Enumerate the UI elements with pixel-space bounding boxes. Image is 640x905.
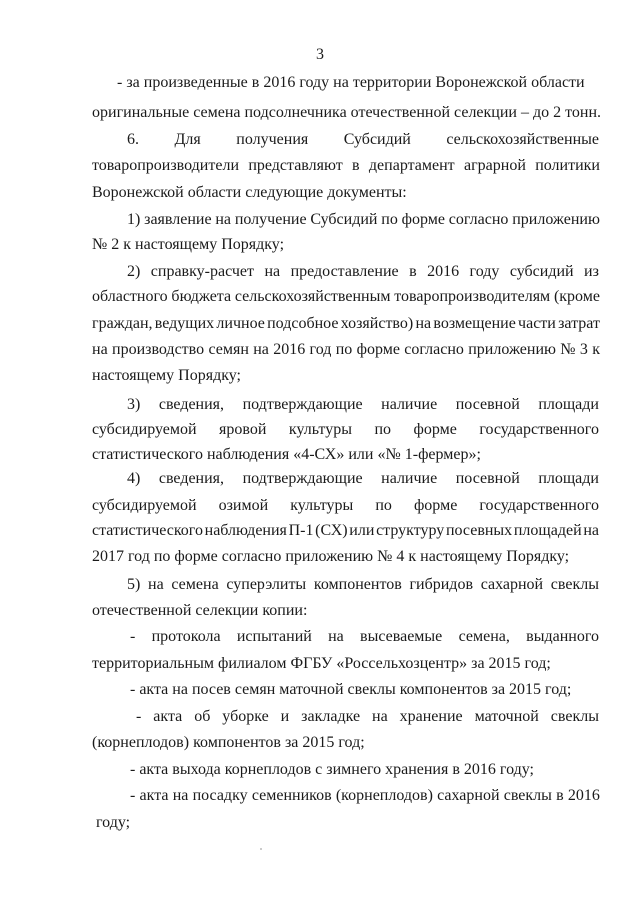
word: посевной [455,470,520,487]
word: субсидий [509,263,574,280]
word: культуры [288,421,352,438]
word: 4) [127,470,141,487]
word: семенников [251,787,332,804]
sub-item-line [130,627,599,647]
word: на [328,628,344,645]
word: 1) [127,211,141,228]
word: посевных [445,522,513,539]
text-line: статистического наблюдения «4-СХ» или «№ 1-фермер»; [92,446,481,463]
text-line [92,287,600,307]
text-line: году; [96,814,131,831]
word: производство [112,341,205,358]
sub-item-line [136,707,599,727]
word: акта [153,708,183,725]
word: на [253,341,269,358]
list-item-5-line [127,575,599,595]
word: областного [92,288,168,305]
word: приложению [512,211,600,228]
word: 2016 [567,787,600,804]
word: году [469,263,500,280]
word: испытаний [236,628,312,645]
word: (корнеплодов) [335,787,433,804]
word: гибридов [409,576,473,593]
word: аграрной [463,157,526,174]
word: площади [538,396,599,413]
word: подтверждающие [242,470,363,487]
word: приложению [468,341,556,358]
word: департамент [368,157,455,174]
word: справку-расчет [150,263,254,280]
word: на [215,211,232,228]
word: наблюдения [204,522,287,539]
text-line [92,420,599,440]
word: в [556,787,564,804]
word: компонентов [313,576,402,593]
word: свеклы [550,708,599,725]
word: посадку [192,787,248,804]
word: Субсидий [310,211,378,228]
word: в [409,263,417,280]
word: и [280,708,290,725]
word: Субсидий [343,131,411,148]
word: по [335,341,353,358]
word: субсидируемой [92,421,197,438]
word: протокола [151,628,221,645]
word: сахарной [480,576,544,593]
paragraph-6-first-line [127,130,599,150]
word: ведущих [154,315,215,332]
word: П-1 [288,522,314,539]
scan-speck [260,848,262,850]
word: семена [171,576,219,593]
word: на [264,263,281,280]
word: об [194,708,211,725]
word: - [136,708,142,725]
text-line: отечественной селекции копии: [92,602,308,619]
word: (кроме [553,288,600,305]
word: яровой [219,421,267,438]
word: сельскохозяйственные [446,131,599,148]
word: хозяйство) [340,315,414,332]
word: на [172,787,189,804]
word: семена, [458,628,510,645]
text-line: Воронежской области следующие документы: [92,184,407,201]
word: структуру [376,522,445,539]
word: выданного [526,628,599,645]
word: (СХ) [315,522,348,539]
word: на [148,576,164,593]
word: статистического [92,522,203,539]
text-line: - за произведенные в 2016 году на территории Воронежской области [117,74,585,91]
word: посевной [455,396,520,413]
word: Для [174,131,201,148]
word: семян [208,341,249,358]
word: на [583,522,599,539]
word: возмещение [433,315,516,332]
word: заявление [144,211,212,228]
word: представляют [248,157,343,174]
word: или [349,522,375,539]
word: сведения, [158,396,225,413]
word: получения [236,131,309,148]
word: акта [139,787,169,804]
word: на [92,341,108,358]
word: закладке [301,708,361,725]
word: подсобное [267,315,339,332]
word: сведения, [158,470,225,487]
word: получение [234,211,307,228]
word: площади [538,470,599,487]
word: затрат [558,315,600,332]
word: политики [535,157,600,174]
word: сахарной [437,787,500,804]
text-line: № 2 к настоящему Порядку; [92,236,285,253]
word: на [372,708,388,725]
word: личное [216,315,265,332]
text-line [92,314,600,334]
word: государственного [479,497,599,514]
text-line: настоящему Порядку; [92,367,241,384]
text-line: 2017 год по форме согласно приложению № 4 к настоящему Порядку; [92,548,570,565]
word: по [381,211,398,228]
word: 5) [127,576,141,593]
word: наличие [381,396,438,413]
word: граждан, [92,315,153,332]
word: предоставление [290,263,399,280]
word: форме [356,341,400,358]
word: год [309,341,332,358]
text-line: (корнеплодов) компонентов за 2015 год; [92,734,365,751]
text-line: оригинальные семена подсолнечника отечественной селекции – до 2 тонн. [92,104,602,121]
word: части [518,315,556,332]
word: высеваемые [360,628,443,645]
word: согласно [448,211,509,228]
word: сельскохозяйственным [234,288,391,305]
word: форме [413,421,457,438]
text-line [92,496,599,516]
word: к [592,341,600,358]
word: - [130,787,136,804]
list-item-4-line [127,469,599,489]
list-item-2-line [127,262,599,282]
word: суперэлиты [226,576,307,593]
list-item-1-line [127,210,600,230]
word: - [130,628,136,645]
word: форме [413,497,458,514]
word: свеклы [550,576,599,593]
word: 2) [127,263,141,280]
list-item-3-line [127,395,599,415]
word: из [584,263,599,280]
word: 6. [127,131,139,148]
word: площадей [513,522,582,539]
word: хранение [399,708,463,725]
word: уборке [222,708,269,725]
word: свеклы [503,787,552,804]
word: наличие [381,470,438,487]
word: в [352,157,360,174]
sub-item-line: - акта выхода корнеплодов с зимнего хранения в 2016 году; [130,761,534,778]
word: форме [401,211,445,228]
text-line: территориальным филиалом ФГБУ «Россельхозцентр» за 2015 год; [92,655,551,672]
word: государственного [479,421,599,438]
word: № [560,341,576,358]
word: озимой [218,497,269,514]
word: по [375,497,392,514]
word: 3) [127,396,141,413]
word: 2016 [273,341,306,358]
sub-item-line [130,786,600,806]
word: маточной [474,708,539,725]
word: по [374,421,391,438]
word: товаропроизводителям [394,288,551,305]
word: бюджета [171,288,232,305]
word: 2016 [427,263,460,280]
sub-item-line: - акта на посев семян маточной свеклы компонентов за 2015 год; [130,681,572,698]
text-line [92,156,600,176]
word: подтверждающие [242,396,363,413]
word: 3 [579,341,588,358]
word: товаропроизводители [92,157,239,174]
text-line [92,521,599,541]
word: культуры [290,497,354,514]
word: субсидируемой [92,497,197,514]
word: на [415,315,432,332]
word: согласно [404,341,464,358]
text-line [92,340,600,360]
page-number: 3 [316,46,324,63]
